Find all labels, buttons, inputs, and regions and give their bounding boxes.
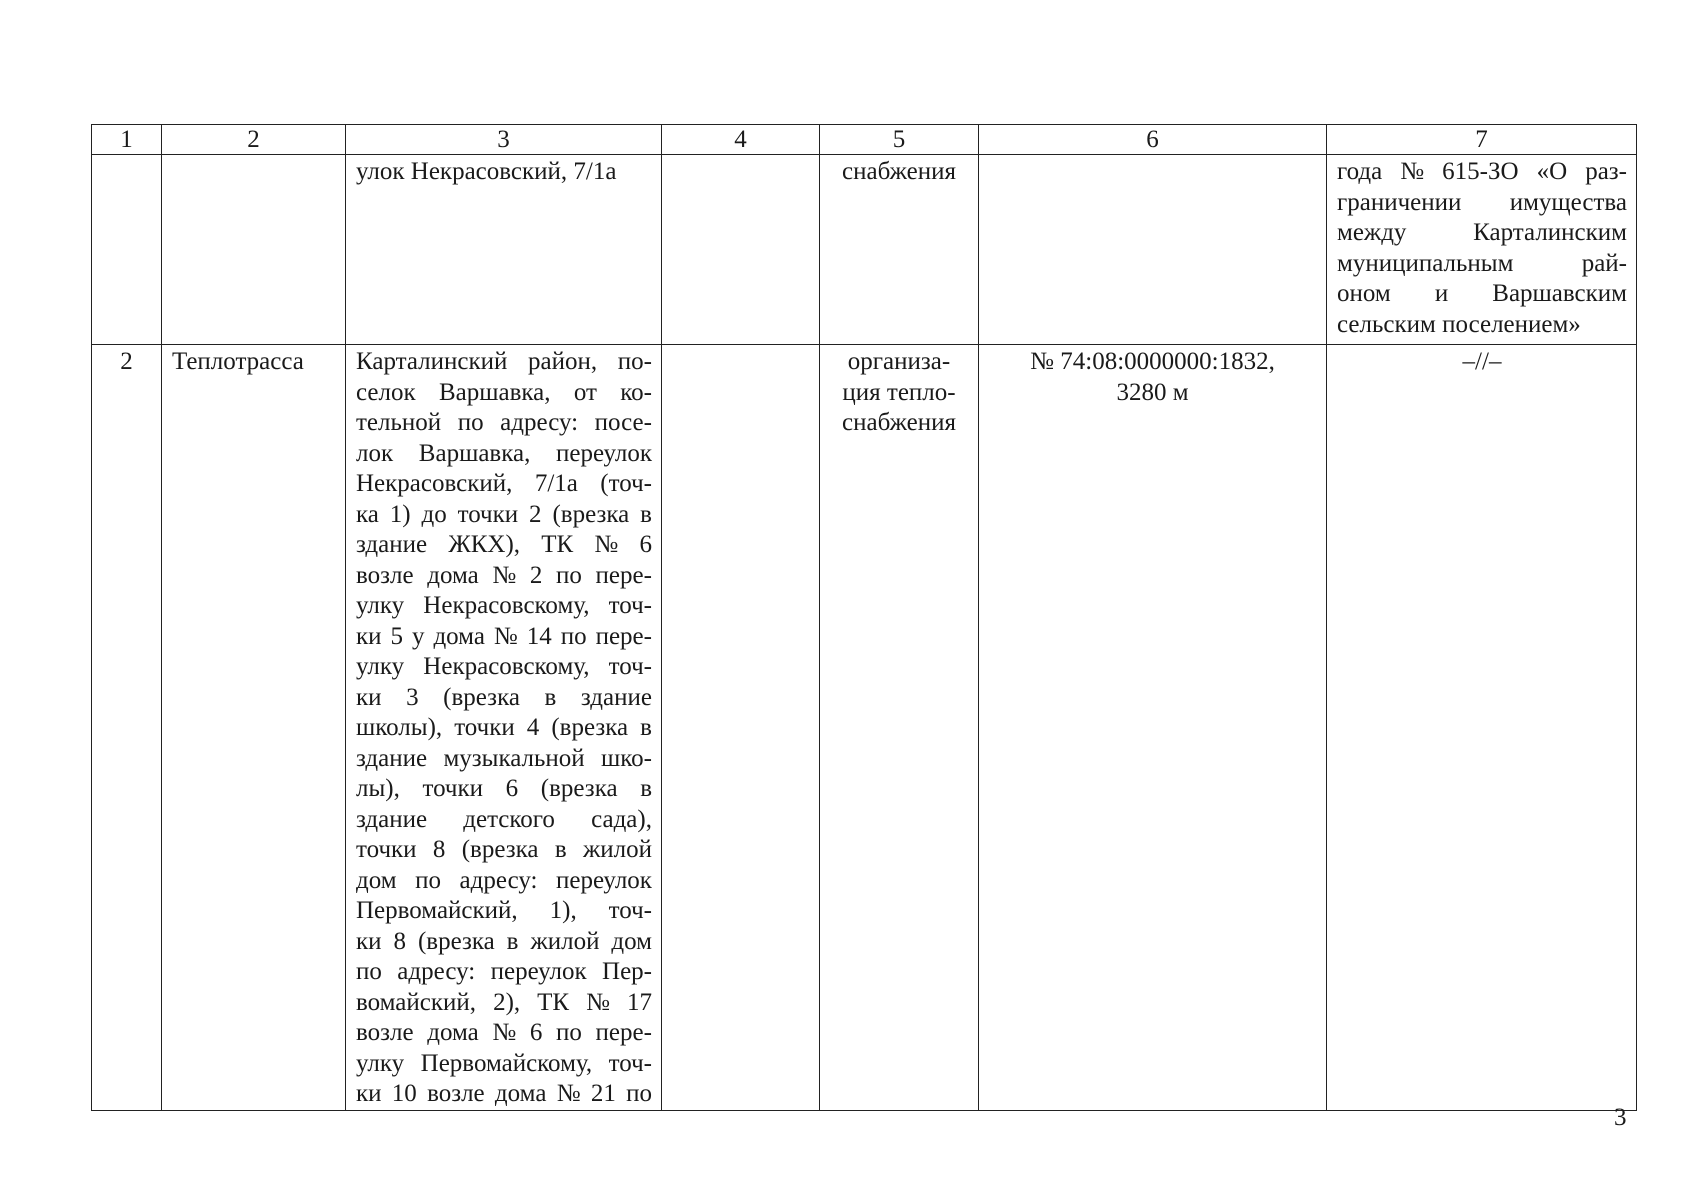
purpose-line: ция тепло-: [842, 378, 956, 406]
word: посе-: [594, 409, 652, 436]
word: тельной: [356, 409, 442, 436]
text-line: [1337, 279, 1627, 310]
word: ЖКХ),: [448, 531, 521, 558]
word: дома: [427, 561, 479, 589]
object-name: Теплотрасса: [172, 348, 304, 375]
word: 4: [526, 714, 540, 741]
text-line: [356, 683, 652, 714]
text-line: [356, 439, 652, 470]
word: по: [457, 409, 484, 436]
table-row: [92, 155, 1637, 345]
word: 21: [590, 1080, 616, 1107]
word: точки: [356, 836, 417, 863]
column-number-row: [92, 125, 1637, 155]
word: переулок: [490, 958, 587, 985]
word: 8: [393, 927, 406, 955]
text-line: [356, 805, 652, 836]
word: 6: [529, 1019, 543, 1046]
word: №: [1400, 158, 1425, 185]
column-number: 7: [1327, 125, 1637, 155]
word: возле: [427, 1080, 485, 1107]
word: точ-: [608, 653, 652, 680]
word: в: [544, 683, 557, 711]
word: ка: [356, 500, 379, 528]
text-line: [356, 835, 652, 866]
text-line: [356, 561, 652, 592]
word: 3: [406, 683, 419, 711]
word: 8: [432, 836, 446, 863]
word: по: [556, 1019, 582, 1046]
row-number: 2: [120, 348, 133, 375]
word: дом: [356, 866, 397, 894]
word: (врезка: [461, 836, 539, 863]
word: граничении: [1337, 188, 1462, 216]
text-line: [356, 927, 652, 958]
word: до: [421, 500, 447, 528]
word: здание: [356, 531, 428, 558]
word: пере-: [595, 622, 652, 650]
column-number: 2: [162, 125, 346, 155]
word: точ-: [608, 592, 652, 619]
word: селок: [356, 378, 416, 406]
text-line: [356, 469, 652, 500]
word: оном: [1337, 280, 1391, 307]
word: 10: [391, 1080, 417, 1107]
word: по: [560, 622, 587, 650]
word: музыкальной: [443, 744, 585, 772]
word: дом: [611, 927, 652, 955]
word: 7/1а: [534, 470, 578, 497]
word: сельским поселением»: [1337, 310, 1581, 338]
word: детского: [463, 805, 555, 833]
word: сада),: [591, 805, 652, 833]
ditto-mark: –//–: [1462, 348, 1502, 375]
word: здание: [356, 744, 428, 772]
word: «О: [1536, 158, 1568, 185]
text-line: [1337, 157, 1627, 188]
word: пере-: [595, 1019, 652, 1046]
word: 6: [639, 531, 652, 558]
word: ко-: [620, 378, 652, 406]
word: здание: [580, 683, 652, 711]
name-cell: [162, 155, 346, 345]
word: года: [1337, 158, 1383, 185]
word: улку: [356, 592, 405, 619]
word: Первомайскому,: [420, 1049, 593, 1077]
word: вомайский,: [356, 988, 477, 1016]
text-line: [356, 774, 652, 805]
word: адресу:: [500, 409, 579, 436]
address-cell: [346, 155, 662, 345]
word: Некрасовский,: [356, 470, 513, 497]
word: (врезка: [540, 775, 618, 802]
text-line: [356, 652, 652, 683]
word: жилой: [530, 927, 600, 955]
text-line: [356, 347, 652, 378]
word: №: [493, 622, 518, 650]
text-line: [356, 866, 652, 897]
word: ки: [356, 1080, 382, 1107]
address-cell: [346, 345, 662, 1111]
purpose-cell: [820, 155, 979, 345]
word: адресу:: [397, 958, 476, 985]
word: точки: [454, 714, 515, 741]
text-line: [1337, 310, 1627, 341]
word: по: [356, 958, 382, 985]
word: здание: [356, 805, 428, 833]
column-number: 3: [346, 125, 662, 155]
word: №: [556, 1080, 581, 1107]
word: 2: [529, 561, 543, 589]
word: 1),: [549, 897, 577, 924]
text-line: [356, 988, 652, 1019]
empty-cell: [662, 155, 820, 345]
table-row: [92, 345, 1637, 1111]
word: №: [492, 1019, 517, 1046]
word: переулок: [556, 439, 652, 467]
column-number: 6: [979, 125, 1327, 155]
word: (врезка: [443, 683, 520, 711]
word: по: [626, 1080, 652, 1107]
word: точки: [457, 500, 519, 528]
text-line: [356, 713, 652, 744]
word: шко-: [601, 744, 652, 772]
text-line: [356, 530, 652, 561]
text-line: [356, 622, 652, 653]
word: ки: [356, 683, 382, 711]
word: 14: [526, 622, 552, 650]
word: от: [573, 378, 597, 406]
word: ки: [356, 622, 382, 650]
cadastral-cell: [979, 155, 1327, 345]
text-line: [356, 1079, 652, 1110]
text-line: [356, 957, 652, 988]
word: по-: [617, 348, 652, 375]
purpose-line: снабжения: [842, 158, 956, 185]
word: Варшавским: [1492, 280, 1627, 307]
word: №: [586, 988, 610, 1016]
word: 1): [389, 500, 411, 528]
text-line: [356, 744, 652, 775]
word: район,: [528, 348, 598, 375]
word: лы),: [356, 775, 400, 802]
word: Варшавка,: [418, 439, 531, 467]
word: в: [640, 714, 652, 741]
word: ки: [356, 927, 382, 955]
word: дома: [433, 622, 485, 650]
word: между: [1337, 219, 1407, 246]
word: Карталинский: [356, 348, 508, 375]
text-line: [356, 896, 652, 927]
word: жилой: [582, 836, 652, 863]
word: улку: [356, 1049, 405, 1077]
word: точ-: [608, 1049, 652, 1077]
text-line: [356, 1049, 652, 1080]
text-line: [356, 378, 652, 409]
word: дома: [494, 1080, 547, 1107]
text-line: [356, 408, 652, 439]
word: точ-: [608, 897, 652, 924]
word: возле: [356, 1019, 414, 1046]
word: улку: [356, 653, 405, 680]
word: (точ-: [600, 470, 652, 497]
text-line: [1337, 188, 1627, 219]
word: пере-: [595, 561, 652, 589]
word: лок: [356, 439, 394, 467]
word: рай-: [1581, 249, 1627, 277]
column-number: 1: [92, 125, 162, 155]
word: (врезка: [552, 500, 630, 528]
cadastral-number: № 74:08:0000000:1832,: [1030, 348, 1275, 375]
word: по: [415, 866, 441, 894]
word: точки: [422, 775, 484, 802]
word: Карталинским: [1473, 219, 1627, 246]
word: Варшавка,: [438, 378, 551, 406]
word: 17: [627, 988, 652, 1016]
word: Первомайский,: [356, 897, 518, 924]
word: дома: [427, 1019, 479, 1046]
word: Некрасовскому,: [423, 653, 590, 680]
word: Пер-: [602, 958, 652, 985]
word: возле: [356, 561, 414, 589]
length-value: 3280 м: [1116, 378, 1189, 406]
word: (врезка: [417, 927, 495, 955]
word: ТК: [537, 988, 570, 1016]
word: школы),: [356, 714, 443, 741]
address-line: улок Некрасовский, 7/1а: [356, 158, 617, 185]
word: 6: [505, 775, 519, 802]
word: (врезка: [551, 714, 629, 741]
row-number-cell: [92, 155, 162, 345]
basis-cell: [1327, 345, 1637, 1111]
column-number: 5: [820, 125, 979, 155]
word: в: [506, 927, 519, 955]
cadastral-cell: [979, 345, 1327, 1111]
word: Некрасовскому,: [423, 592, 590, 619]
text-line: [356, 500, 652, 531]
word: и: [1434, 280, 1449, 307]
name-cell: [162, 345, 346, 1111]
word: раз-: [1585, 158, 1627, 185]
word: ТК: [541, 531, 574, 558]
word: 2),: [493, 988, 521, 1016]
text-line: [356, 591, 652, 622]
word: 615-ЗО: [1442, 158, 1519, 185]
word: муниципальным: [1337, 249, 1514, 277]
text-line: [1337, 218, 1627, 249]
word: по: [556, 561, 582, 589]
word: 5: [390, 622, 403, 650]
word: 2: [529, 500, 542, 528]
word: №: [594, 531, 619, 558]
property-table: [91, 124, 1637, 1111]
text-line: [1337, 249, 1627, 280]
word: №: [492, 561, 517, 589]
row-number-cell: [92, 345, 162, 1111]
word: у: [411, 622, 425, 650]
purpose-cell: [820, 345, 979, 1111]
basis-cell: [1327, 155, 1637, 345]
purpose-line: снабжения: [842, 409, 956, 436]
empty-cell: [662, 345, 820, 1111]
page-number: 3: [1614, 1104, 1627, 1131]
text-line: [356, 1018, 652, 1049]
word: в: [640, 775, 652, 802]
word: в: [554, 836, 567, 863]
word: адресу:: [459, 866, 538, 894]
purpose-line: организа-: [847, 348, 951, 375]
word: переулок: [555, 866, 652, 894]
word: имущества: [1509, 188, 1627, 216]
word: в: [640, 500, 652, 528]
column-number: 4: [662, 125, 820, 155]
